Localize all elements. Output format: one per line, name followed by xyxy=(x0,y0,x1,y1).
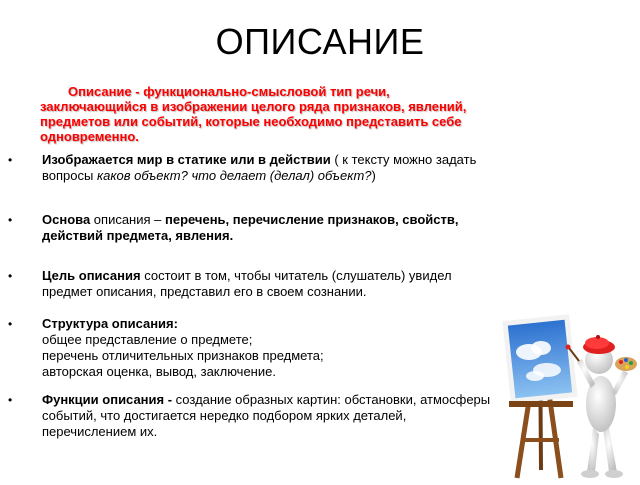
bullet-basis-definition: перечень, перечисление признаков, свойств, действий предмета, явления. xyxy=(42,212,459,243)
bullet-marker: • xyxy=(8,269,13,283)
bullet-basis-text: описания – xyxy=(90,212,165,227)
bullet-basis xyxy=(8,212,497,244)
bullet-functions xyxy=(8,392,497,440)
bullet-marker: • xyxy=(8,213,13,227)
bullet-purpose-term: Цель описания xyxy=(42,268,141,283)
bullet-purpose-text: состоит в том, чтобы читатель (слушатель) увидел предмет описания, представил его в своем сознании. xyxy=(42,268,452,299)
bullet-marker: • xyxy=(8,153,13,167)
bullet-functions-term: Функции описания - xyxy=(42,392,173,407)
bullet-purpose xyxy=(8,268,497,300)
structure-line: авторская оценка, вывод, заключение. xyxy=(42,364,276,379)
bullet-structure xyxy=(8,316,497,380)
definition-text: Описание - функционально-смысловой тип речи, заключающийся в изображении целого ряда признаков, явлений, предметов или событий, которые необходимо представить себе одновременно. xyxy=(40,84,467,144)
bullet-basis-term: Основа xyxy=(42,212,91,227)
bullet-structure-term: Структура описания: xyxy=(42,316,178,331)
bullet-marker: • xyxy=(8,393,13,407)
painter-at-easel-icon xyxy=(495,300,640,480)
bullet-depiction-text: ( к тексту можно задать вопросы xyxy=(42,152,477,183)
bullet-depiction xyxy=(8,152,497,184)
bullet-depiction-bold: Изображается мир в статике или в действии xyxy=(42,152,331,167)
bullet-marker: • xyxy=(8,317,13,331)
page-title: ОПИСАНИЕ xyxy=(215,21,425,62)
bullet-depiction-questions: каков объект? что делает (делал) объект? xyxy=(96,168,372,183)
bullet-depiction-end: ) xyxy=(371,168,376,183)
structure-line: общее представление о предмете; xyxy=(42,332,253,347)
structure-line: перечень отличительных признаков предмета; xyxy=(42,348,324,363)
bullet-functions-text: создание образных картин: обстановки, атмосферы событий, что достигается нередко подбором ярких деталей, перечислением их. xyxy=(42,392,491,439)
